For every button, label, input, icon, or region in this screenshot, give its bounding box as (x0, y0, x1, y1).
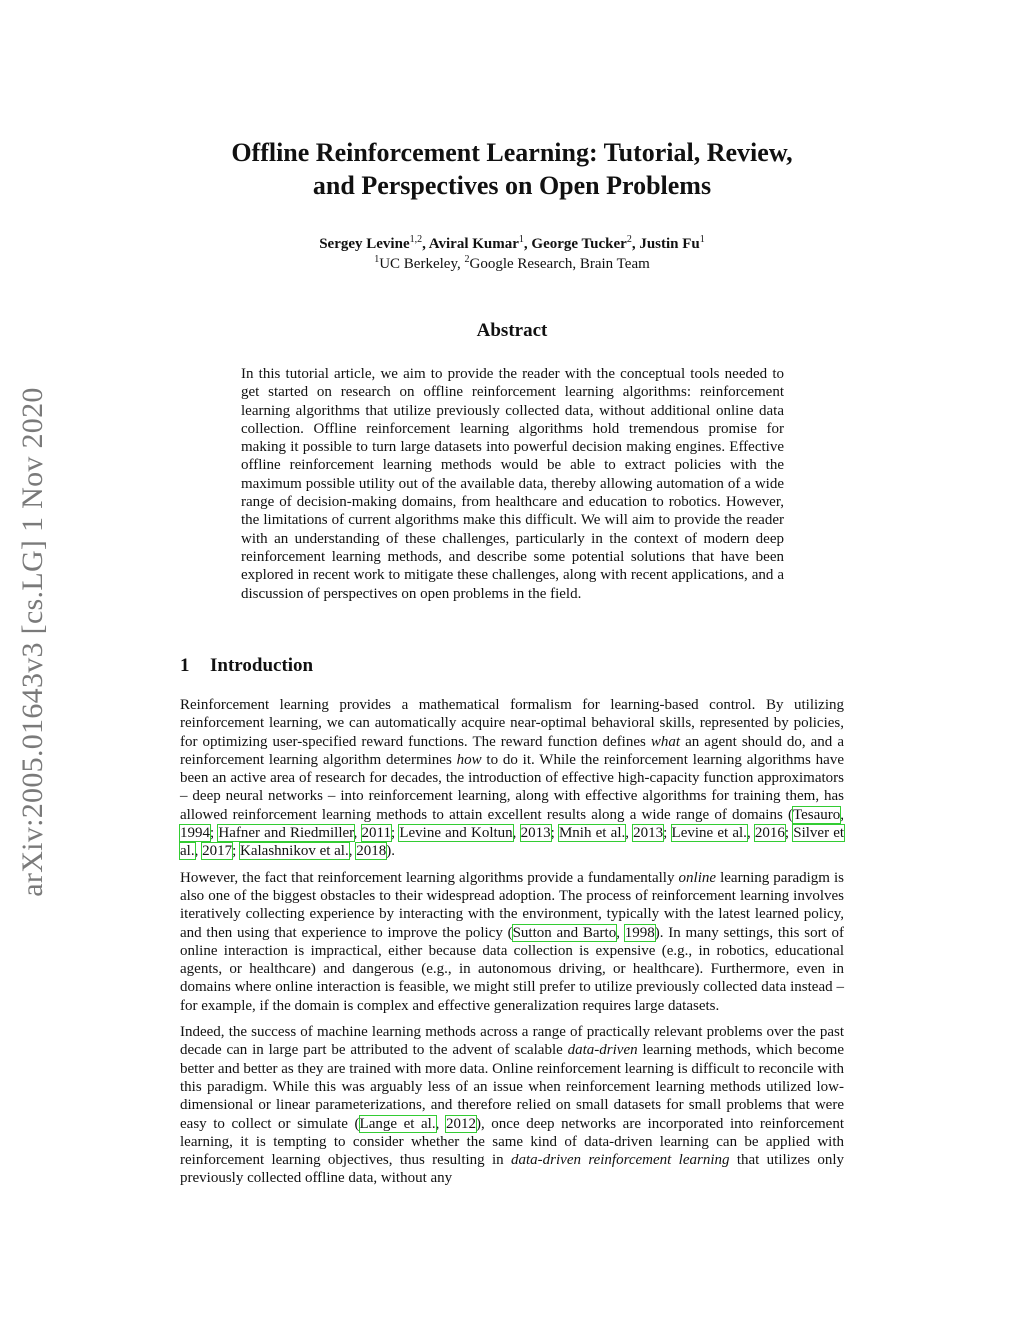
emphasis: data-driven reinforcement learning (511, 1152, 730, 1169)
affiliation-text: Google Research, Brain Team (469, 256, 650, 272)
citation-year-link[interactable]: 1998 (624, 924, 655, 941)
section-body (180, 696, 844, 1196)
citation-link[interactable]: Levine et al. (671, 825, 747, 842)
text-run: learning methods, which become better and better as they are trained with more data. Online reinforcement learning is difficult to reconcile with this paradigm. While this was arguably less of an issue when reinforcement learning methods utilized low-dimensional or linear parameterizations, and therefore relied on small datasets for small problems that were easy to collect or simulate ( (180, 1042, 844, 1132)
abstract-text: In this tutorial article, we aim to provide the reader with the conceptual tools needed to get started on research on offline reinforcement learning algorithms: reinforcement learning algorithms that utilize previously collected data, without additional online data collection. Offline reinforcement learning algorithms hold tremendous promise for making it possible to turn large datasets into powerful decision making engines. Effective offline reinforcement learning methods would be able to extract policies with the maximum possible utility out of the available data, thereby allowing automation of a wide range of decision-making domains, from healthcare and education to robotics. However, the limitations of current algorithms make this difficult. We will aim to provide the reader with an understanding of these challenges, particularly in the context of modern deep reinforcement learning methods, and describe some potential solutions that have been explored in recent work to mitigate these challenges, along with recent applications, and a discussion of perspectives on open problems in the field. (241, 366, 784, 602)
title-line-1: Offline Reinforcement Learning: Tutorial, Review, (231, 138, 793, 167)
author-name: Justin Fu (639, 236, 700, 252)
citation-year-link[interactable]: 2013 (633, 825, 664, 842)
text-run: an agent should do, and a reinforcement learning algorithm determines (180, 733, 845, 768)
abstract-heading: Abstract (476, 320, 548, 341)
author-block (180, 234, 844, 274)
text-run: ), once deep networks are incorporated into reinforcement learning, it is tempting to consider whether the same kind of data-driven learning can be applied with reinforcement learning objectives, thus resulting in (180, 1115, 844, 1169)
arxiv-sidebar-stamp (8, 352, 58, 932)
text-run: ). (386, 843, 395, 860)
citation-link[interactable]: Lange et al. (359, 1115, 436, 1132)
citation-link[interactable]: Kalashnikov et al. (240, 843, 349, 860)
arxiv-id: arXiv:2005.01643v3 [cs.LG] 1 Nov 2020 (16, 387, 49, 897)
citation-link[interactable]: Silver et al. (180, 825, 845, 860)
citation-year-link[interactable]: 1994 (180, 825, 210, 842)
text-run: that utilizes only previously collected offline data, without any (180, 1152, 844, 1187)
citation-year-link[interactable]: 2016 (754, 825, 785, 842)
citation-link[interactable]: Levine and Koltun (399, 825, 513, 842)
section-heading (180, 655, 313, 677)
section-title: Introduction (210, 655, 314, 676)
paper-title (180, 136, 844, 202)
author-name: George Tucker (531, 236, 627, 252)
citation-link[interactable]: Hafner and Riedmiller (218, 825, 354, 842)
text-run: to do it. While the reinforcement learning algorithms have been an active area of research for decades, the introduction of effective high-capacity function approximators – deep neural networks – into reinforcement learning, along with effective algorithms for training them, has allowed reinforcement learning methods to attain excellent results along a wide range of domains ( (180, 751, 844, 823)
section-number: 1 (180, 655, 190, 676)
paragraph-3: Indeed, the success of machine learning methods across a range of practically relevant problems over the past decade can in large part be attributed to the advent of scalable data-driven learning methods, which become better and better as they are trained with more data. Online reinforcement learning is difficult to reconcile with this paradigm. While this was arguably less of an issue when reinforcement learning methods utilized low-dimensional or linear parameterizations, and therefore relied on small datasets for small problems that were easy to collect or simulate (Lange et al., 2012), once deep networks are incorporated into reinforcement learning, it is tempting to consider whether the same kind of data-driven learning can be applied with reinforcement learning objectives, thus resulting in data-driven reinforcement learning that utilizes only previously collected offline data, without any (180, 1024, 844, 1187)
author-affiliation-mark: 1,2 (409, 234, 423, 245)
citation-link[interactable]: Sutton and Barto (512, 924, 617, 941)
paragraph-2: However, the fact that reinforcement learning algorithms provide a fundamentally online learning paradigm is also one of the biggest obstacles to their widespread adoption. The process of reinforcement learning involves iteratively collecting experience by interacting with the environment, typically with the latest learned policy, and then using that experience to improve the policy (Sutton and Barto, 1998). In many settings, this sort of online interaction is impractical, either because data collection is expensive (e.g., in robotics, educational agents, or healthcare) and dangerous (e.g., in autonomous driving, or healthcare). Furthermore, even in domains where online interaction is feasible, we might still prefer to utilize previously collected data instead – for example, if the domain is complex and effective generalization requires large datasets. (180, 869, 845, 1014)
citation-year-link[interactable]: 2012 (445, 1115, 476, 1132)
citation-year-link[interactable]: 2011 (361, 825, 391, 842)
citation-year-link[interactable]: 2013 (520, 825, 551, 842)
author-affiliation-mark: 1 (699, 234, 705, 245)
text-run: ). In many settings, this sort of online interaction is impractical, either because data collection is expensive (e.g., in robotics, educational agents, or healthcare) and dangerous (e.g., in autonomous driving, or healthcare). Furthermore, even in domains where online interaction is feasible, we might still prefer to utilize previously collected data instead – for example, if the domain is complex and effective generalization requires large datasets. (180, 924, 845, 1014)
text-run: Indeed, the success of machine learning methods across a range of practically relevant problems over the past decade can in large part be attributed to the advent of scalable (180, 1024, 844, 1059)
text-run: learning paradigm is also one of the biggest obstacles to their widespread adoption. The process of reinforcement learning involves iteratively collecting experience by interacting with the environment, typically with the latest learned policy, and then using that experience to improve the policy ( (180, 869, 844, 941)
citation-year-link[interactable]: 2018 (356, 843, 387, 860)
text-run: Reinforcement learning provides a mathematical formalism for learning-based control. By utilizing reinforcement learning, we can automatically acquire near-optimal behavioral skills, represented by policies, for optimizing user-specified reward functions. The reward function defines (180, 697, 844, 750)
author-name: Sergey Levine (319, 236, 410, 252)
affiliation-text: UC Berkeley, (379, 256, 465, 272)
author-affiliation-mark: 2 (626, 234, 632, 245)
affiliation-list (180, 254, 844, 274)
title-line-2: and Perspectives on Open Problems (312, 171, 712, 200)
emphasis: what (650, 733, 681, 750)
emphasis: data-driven (567, 1042, 638, 1059)
author-affiliation-mark: 1 (518, 234, 524, 245)
author-name: Aviral Kumar (428, 236, 519, 252)
emphasis: online (678, 869, 717, 886)
text-run: However, the fact that reinforcement learning algorithms provide a fundamentally (180, 869, 679, 886)
citation-link[interactable]: Mnih et al. (558, 825, 626, 842)
affiliation-mark: 1 (374, 254, 380, 265)
paragraph-1: Reinforcement learning provides a mathematical formalism for learning-based control. By utilizing reinforcement learning, we can automatically acquire near-optimal behavioral skills, represented by policies, for optimizing user-specified reward functions. The reward function defines what an agent should do, and a reinforcement learning algorithm determines how to do it. While the reinforcement learning algorithms have been an active area of research for decades, the introduction of effective high-capacity function approximators – deep neural networks – into reinforcement learning, along with effective algorithms for training them, has allowed reinforcement learning methods to attain excellent results along a wide range of domains (Tesauro, 1994; Hafner and Riedmiller, 2011; Levine and Koltun, 2013; Mnih et al., 2013; Levine et al., 2016; Silver et al., 2017; Kalashnikov et al., 2018). (180, 697, 845, 860)
affiliation-mark: 2 (464, 254, 470, 265)
author-list: Sergey Levine$^{1,2}$, Aviral Kumar$^1$, George Tucker$^2$, Justin Fu$^1$ (319, 234, 705, 252)
emphasis: how (456, 751, 482, 768)
citation-year-link[interactable]: 2017 (202, 843, 233, 860)
citation-link[interactable]: Tesauro (792, 806, 841, 823)
